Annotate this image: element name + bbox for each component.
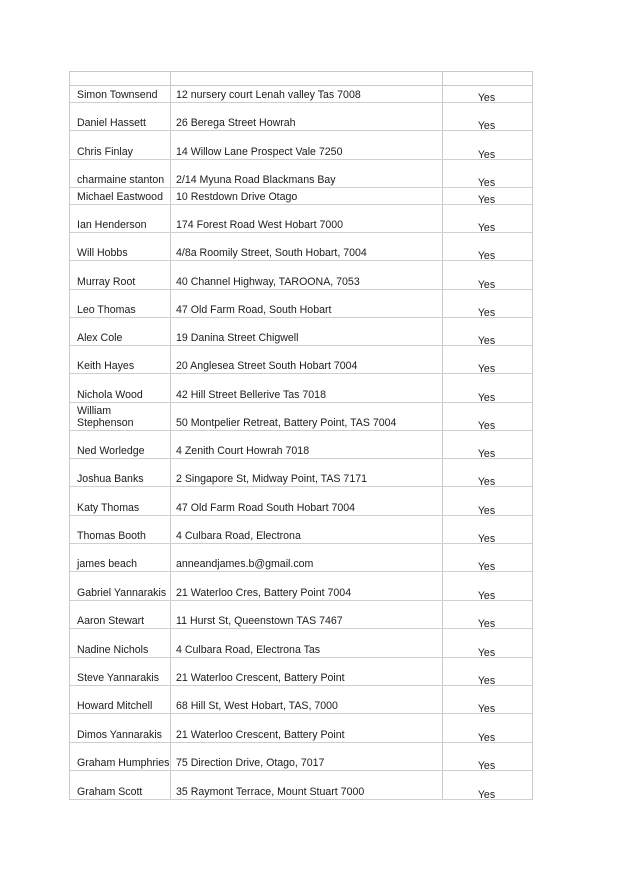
address-text: anneandjames.b@gmail.com	[176, 558, 314, 570]
person-name: Graham Scott	[77, 786, 143, 798]
response-cell	[443, 487, 530, 515]
table-row	[70, 487, 532, 516]
address-text: 26 Berega Street Howrah	[176, 117, 296, 129]
person-name: Thomas Booth	[77, 530, 146, 542]
response-text: Yes	[477, 533, 496, 545]
address-cell	[171, 374, 443, 402]
person-name: Keith Hayes	[77, 360, 135, 372]
response-cell	[443, 160, 530, 187]
person-name: Nadine Nichols	[77, 644, 149, 656]
name-cell	[70, 487, 171, 515]
address-text: 35 Raymont Terrace, Mount Stuart 7000	[176, 786, 365, 798]
table-row	[70, 188, 532, 205]
response-cell	[443, 601, 530, 628]
response-text: Yes	[477, 703, 496, 715]
name-cell	[70, 103, 171, 130]
response-text: Yes	[477, 335, 496, 347]
address-cell	[171, 188, 443, 204]
response-text: Yes	[477, 177, 496, 189]
address-cell	[171, 771, 443, 799]
person-name: Leo Thomas	[77, 304, 136, 316]
name-cell	[70, 459, 171, 486]
name-cell	[70, 431, 171, 458]
address-text: 21 Waterloo Crescent, Battery Point	[176, 729, 345, 741]
table-row	[70, 686, 532, 714]
response-cell	[443, 431, 530, 458]
address-cell	[171, 516, 443, 543]
response-text: Yes	[477, 222, 496, 234]
table-row	[70, 658, 532, 686]
table-row	[70, 131, 532, 160]
address-text: 4 Culbara Road, Electrona	[176, 530, 301, 542]
table-row	[70, 233, 532, 261]
table-row	[70, 714, 532, 743]
person-name: Ned Worledge	[77, 445, 145, 457]
person-name: Alex Cole	[77, 332, 123, 344]
response-text: Yes	[477, 590, 496, 602]
name-cell	[70, 374, 171, 402]
table-row	[70, 403, 532, 431]
name-cell	[70, 86, 171, 102]
person-name: Graham Humphries	[77, 757, 170, 769]
address-text: 75 Direction Drive, Otago, 7017	[176, 757, 325, 769]
response-cell	[443, 658, 530, 685]
name-cell	[70, 629, 171, 657]
table-row	[70, 459, 532, 487]
address-text: 50 Montpelier Retreat, Battery Point, TAS 7004	[176, 417, 397, 429]
address-text: 2 Singapore St, Midway Point, TAS 7171	[176, 473, 367, 485]
name-cell	[70, 188, 171, 204]
address-cell	[171, 403, 443, 430]
person-name: Michael Eastwood	[77, 191, 163, 203]
address-text: 40 Channel Highway, TAROONA, 7053	[176, 276, 360, 288]
table-row	[70, 86, 532, 103]
address-cell	[171, 572, 443, 600]
name-cell	[70, 131, 171, 159]
header-cell-name	[70, 72, 171, 85]
address-text: 10 Restdown Drive Otago	[176, 191, 298, 203]
submissions-table	[69, 71, 533, 800]
person-name: Howard Mitchell	[77, 700, 153, 712]
person-name: Chris Finlay	[77, 146, 133, 158]
person-name: Aaron Stewart	[77, 615, 145, 627]
response-cell	[443, 318, 530, 345]
response-cell	[443, 771, 530, 799]
response-cell	[443, 346, 530, 373]
response-text: Yes	[477, 618, 496, 630]
address-cell	[171, 714, 443, 742]
response-text: Yes	[477, 647, 496, 659]
header-cell-address	[171, 72, 443, 85]
table-row	[70, 346, 532, 374]
table-row	[70, 572, 532, 601]
response-cell	[443, 131, 530, 159]
response-cell	[443, 403, 530, 430]
address-cell	[171, 686, 443, 713]
table-row	[70, 290, 532, 318]
response-cell	[443, 205, 530, 232]
person-name: james beach	[77, 558, 138, 570]
address-text: 47 Old Farm Road South Hobart 7004	[176, 502, 356, 514]
name-cell	[70, 290, 171, 317]
response-cell	[443, 572, 530, 600]
table-body	[70, 86, 532, 800]
address-text: 11 Hurst St, Queenstown TAS 7467	[176, 615, 343, 627]
address-cell	[171, 290, 443, 317]
name-cell	[70, 601, 171, 628]
response-text: Yes	[477, 448, 496, 460]
response-cell	[443, 290, 530, 317]
name-cell	[70, 261, 171, 289]
response-cell	[443, 516, 530, 543]
address-cell	[171, 131, 443, 159]
address-text: 4 Zenith Court Howrah 7018	[176, 445, 310, 457]
address-cell	[171, 487, 443, 515]
address-cell	[171, 743, 443, 770]
header-cell-response	[443, 72, 530, 85]
address-cell	[171, 346, 443, 373]
name-cell	[70, 686, 171, 713]
name-cell	[70, 544, 171, 571]
address-text: 4/8a Roomily Street, South Hobart, 7004	[176, 247, 367, 259]
address-text: 19 Danina Street Chigwell	[176, 332, 299, 344]
address-text: 47 Old Farm Road, South Hobart	[176, 304, 332, 316]
address-cell	[171, 629, 443, 657]
name-cell	[70, 743, 171, 770]
response-cell	[443, 188, 530, 204]
address-text: 68 Hill St, West Hobart, TAS, 7000	[176, 700, 338, 712]
response-text: Yes	[477, 250, 496, 262]
person-name: Gabriel Yannarakis	[77, 587, 167, 599]
name-cell	[70, 205, 171, 232]
response-cell	[443, 544, 530, 571]
person-name: Murray Root	[77, 276, 136, 288]
response-text: Yes	[477, 675, 496, 687]
response-text: Yes	[477, 307, 496, 319]
response-text: Yes	[477, 363, 496, 375]
person-name: William Stephenson	[77, 405, 134, 429]
response-text: Yes	[477, 279, 496, 291]
response-cell	[443, 629, 530, 657]
table-row	[70, 771, 532, 800]
response-text: Yes	[477, 194, 496, 206]
address-text: 21 Waterloo Cres, Battery Point 7004	[176, 587, 352, 599]
table-row	[70, 544, 532, 572]
address-cell	[171, 86, 443, 102]
table-row	[70, 318, 532, 346]
address-text: 20 Anglesea Street South Hobart 7004	[176, 360, 358, 372]
name-cell	[70, 714, 171, 742]
response-cell	[443, 86, 530, 102]
address-cell	[171, 205, 443, 232]
name-cell	[70, 160, 171, 187]
address-text: 14 Willow Lane Prospect Vale 7250	[176, 146, 343, 158]
name-cell	[70, 516, 171, 543]
address-cell	[171, 261, 443, 289]
table-row	[70, 205, 532, 233]
response-text: Yes	[477, 561, 496, 573]
address-text: 42 Hill Street Bellerive Tas 7018	[176, 389, 326, 401]
address-cell	[171, 601, 443, 628]
address-text: 174 Forest Road West Hobart 7000	[176, 219, 344, 231]
person-name: Simon Townsend	[77, 89, 158, 101]
response-cell	[443, 743, 530, 770]
address-text: 4 Culbara Road, Electrona Tas	[176, 644, 321, 656]
response-cell	[443, 686, 530, 713]
response-cell	[443, 261, 530, 289]
name-cell	[70, 346, 171, 373]
person-name: Will Hobbs	[77, 247, 128, 259]
response-text: Yes	[477, 505, 496, 517]
table-row	[70, 629, 532, 658]
table-row	[70, 431, 532, 459]
address-cell	[171, 658, 443, 685]
address-text: 12 nursery court Lenah valley Tas 7008	[176, 89, 361, 101]
response-cell	[443, 103, 530, 130]
person-name: charmaine stanton	[77, 174, 165, 186]
name-cell	[70, 771, 171, 799]
response-text: Yes	[477, 476, 496, 488]
response-text: Yes	[477, 789, 496, 801]
address-cell	[171, 431, 443, 458]
person-name: Joshua Banks	[77, 473, 144, 485]
address-text: 2/14 Myuna Road Blackmans Bay	[176, 174, 336, 186]
person-name: Steve Yannarakis	[77, 672, 160, 684]
address-cell	[171, 318, 443, 345]
person-name: Daniel Hassett	[77, 117, 146, 129]
response-text: Yes	[477, 420, 496, 432]
person-name: Katy Thomas	[77, 502, 140, 514]
name-cell	[70, 233, 171, 260]
response-text: Yes	[477, 732, 496, 744]
name-cell	[70, 572, 171, 600]
address-cell	[171, 544, 443, 571]
response-cell	[443, 374, 530, 402]
address-cell	[171, 103, 443, 130]
address-cell	[171, 160, 443, 187]
table-row	[70, 160, 532, 188]
table-row	[70, 516, 532, 544]
response-text: Yes	[477, 120, 496, 132]
person-name: Ian Henderson	[77, 219, 147, 231]
person-name: Dimos Yannarakis	[77, 729, 162, 741]
response-cell	[443, 714, 530, 742]
name-cell	[70, 403, 171, 430]
address-cell	[171, 459, 443, 486]
table-header-row	[70, 72, 532, 86]
name-cell	[70, 318, 171, 345]
person-name: Nichola Wood	[77, 389, 143, 401]
table-row	[70, 601, 532, 629]
table-row	[70, 743, 532, 771]
response-text: Yes	[477, 392, 496, 404]
address-text: 21 Waterloo Crescent, Battery Point	[176, 672, 345, 684]
response-text: Yes	[477, 149, 496, 161]
table-row	[70, 103, 532, 131]
response-cell	[443, 459, 530, 486]
response-text: Yes	[477, 760, 496, 772]
response-text: Yes	[477, 92, 496, 104]
table-row	[70, 261, 532, 290]
address-cell	[171, 233, 443, 260]
table-row	[70, 374, 532, 403]
name-cell	[70, 658, 171, 685]
response-cell	[443, 233, 530, 260]
